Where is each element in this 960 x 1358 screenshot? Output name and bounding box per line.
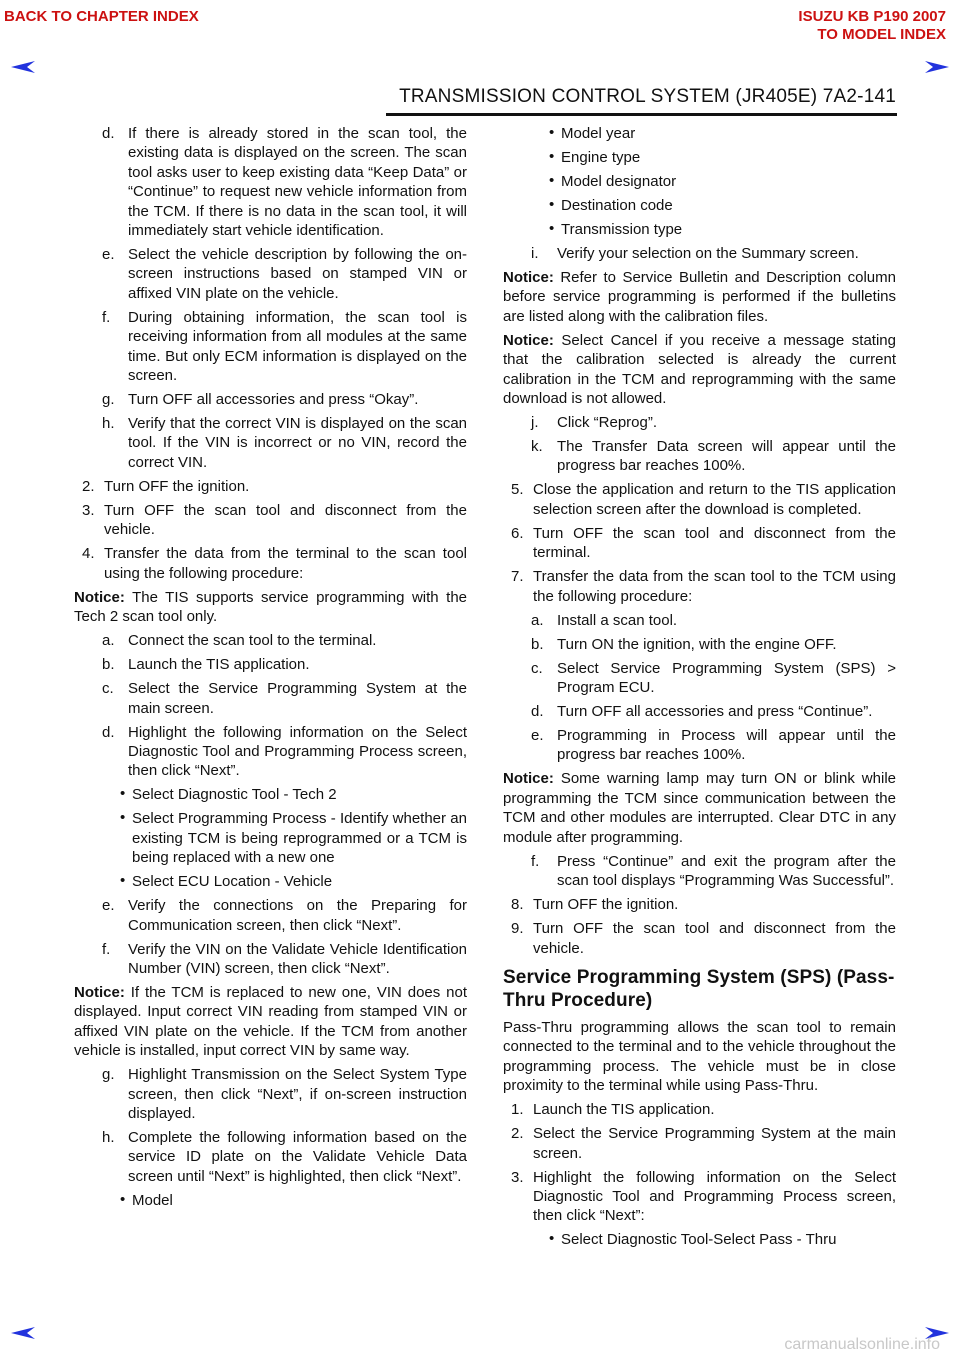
substep-g-highlight-transmission: g. Highlight Transmission on the Select System Type screen, then click “Next”, if on-screen instruction displayed. [102, 1066, 467, 1122]
step-8-ignition-off: 8. Turn OFF the ignition. [511, 896, 679, 914]
bullet-transmission-type: • Transmission type [549, 220, 683, 238]
substep-d-highlight-info: d. Highlight the following information on the Select Diagnostic Tool and Programming Process screen, then click “Next”. [102, 723, 467, 780]
step-9-disconnect-vehicle: 9. Turn OFF the scan tool and disconnect from the vehicle. [511, 920, 896, 957]
substep-e-verify-connections: e. Verify the connections on the Preparing for Communication screen, then click “Next”. [102, 897, 467, 934]
substep-b-launch-tis: b. Launch the TIS application. [102, 656, 310, 674]
notice-select-cancel: Notice: Select Cancel if you receive a message stating that the calibration selected is already the current calibration in the TCM and reprogramming with the same download is not allowed. [503, 331, 896, 408]
watermark: carmanualsonline.info [784, 1336, 940, 1353]
substep-h-complete-information: h. Complete the following information based on the service ID plate on the Validate Vehicle Data screen until “Next” is highlighted, then click “Next”. [102, 1128, 467, 1185]
header-rule [386, 113, 897, 116]
substep-c-program-ecu: c. Select Service Programming System (SPS) > Program ECU. [531, 659, 896, 697]
notice-tcm-replaced: Notice: If the TCM is replaced to new one, VIN does not displayed. Input correct VIN reading from stamped VIN or affixed VIN plate on the vehicle. If the TCM from another vehicle is installed, input correct VIN by same way. [74, 983, 467, 1060]
bullet-model-designator: • Model designator [549, 172, 677, 190]
notice-tech2-only: Notice: The TIS supports service programming with the Tech 2 scan tool only. [74, 588, 467, 626]
pass-thru-intro: Pass-Thru programming allows the scan tool to remain connected to the terminal and to the vehicle throughout the programming process. The vehicle must be in close proximity to the terminal while using Pass-Thru. [503, 1018, 896, 1095]
substep-a-connect-scan-tool: a. Connect the scan tool to the terminal. [102, 632, 377, 650]
bullet-model-year: • Model year [549, 124, 636, 142]
step-5-close-application: 5. Close the application and return to the TIS application selection screen after the download is completed. [511, 481, 896, 518]
model-index-label: TO MODEL INDEX [817, 26, 946, 43]
step-3-disconnect-scan-tool: 3. Turn OFF the scan tool and disconnect from the vehicle. [82, 501, 467, 539]
bullet-select-pass-thru: • Select Diagnostic Tool-Select Pass - Thru [549, 1230, 837, 1249]
previous-page-arrow-bottom-icon[interactable] [10, 1326, 36, 1340]
substep-e-programming-in-process: e. Programming in Process will appear until the progress bar reaches 100%. [531, 727, 896, 764]
next-page-arrow-icon[interactable] [924, 60, 950, 74]
substep-a-install-scan-tool: a. Install a scan tool. [531, 611, 678, 629]
substep-j-click-reprog: j. Click “Reprog”. [531, 414, 658, 432]
pass-thru-step-2: 2. Select the Service Programming System at the main screen. [511, 1125, 896, 1162]
pass-thru-step-3: 3. Highlight the following information on the Select Diagnostic Tool and Programming Process screen, then click “Next”: [511, 1168, 896, 1225]
substep-b-ignition-on: b. Turn ON the ignition, with the engine OFF. [531, 635, 837, 653]
step-2-ignition-off: 2. Turn OFF the ignition. [82, 477, 250, 495]
substep-k-transfer-data: k. The Transfer Data screen will appear until the progress bar reaches 100%. [531, 438, 896, 475]
bullet-model: • Model [120, 1190, 173, 1209]
step-4h-verify-vin: h. Verify that the correct VIN is displayed on the scan tool. If the VIN is incorrect or no VIN, record the correct VIN. [102, 415, 467, 471]
model-title: ISUZU KB P190 2007 [798, 8, 946, 25]
substep-f-verify-vin: f. Verify the VIN on the Validate Vehicle Identification Number (VIN) screen, then click “Next”. [102, 940, 467, 977]
back-to-chapter-index-link[interactable]: BACK TO CHAPTER INDEX [4, 8, 199, 25]
bullet-destination-code: • Destination code [549, 196, 673, 214]
step-4g-accessories-off: g. Turn OFF all accessories and press “Okay”. [102, 391, 419, 409]
step-4f-obtaining-information: f. During obtaining information, the scan tool is receiving information from all modules at the same time. But only ECM information is displayed on the screen. [102, 308, 467, 385]
previous-page-arrow-icon[interactable] [10, 60, 36, 74]
bullet-diagnostic-tool: • Select Diagnostic Tool - Tech 2 [120, 785, 337, 804]
notice-service-bulletin: Notice: Refer to Service Bulletin and Description column before service programming is performed if the bulletins are listed along with the calibration files. [503, 269, 896, 325]
pass-thru-step-1: 1. Launch the TIS application. [511, 1101, 715, 1119]
step-4d-existing-data: d. If there is already stored in the scan tool, the existing data is displayed on the screen. The scan tool asks user to keep existing data “Keep Data” or “Continue” to request new vehicle information from the TCM. If there is no data in the scan tool, it will immediately start vehicle identification. [102, 125, 467, 240]
left-column [74, 124, 467, 1210]
substep-c-select-sps: c. Select the Service Programming System at the main screen. [102, 680, 467, 717]
step-4-transfer-data: 4. Transfer the data from the terminal to the scan tool using the following procedure: [82, 545, 467, 582]
step-7-transfer-to-tcm: 7. Transfer the data from the scan tool to the TCM using the following procedure: [511, 568, 896, 605]
page-header-title: TRANSMISSION CONTROL SYSTEM (JR405E) 7A2-141 [399, 86, 896, 107]
right-column [503, 124, 896, 1250]
to-model-index-link[interactable] [798, 8, 946, 44]
bullet-programming-process: • Select Programming Process - Identify whether an existing TCM is being reprogrammed or a TCM is being replaced with a new one [120, 809, 467, 867]
substep-f-press-continue: f. Press “Continue” and exit the program after the scan tool displays “Programming Was Successful”. [531, 852, 896, 890]
substep-d-accessories-off: d. Turn OFF all accessories and press “Continue”. [531, 703, 873, 721]
notice-warning-lamp: Notice: Some warning lamp may turn ON or blink while programming the TCM since communication between the TCM and other modules are interrupted. Clear DTC in any module after programming. [503, 770, 896, 846]
step-6-disconnect-terminal: 6. Turn OFF the scan tool and disconnect from the terminal. [511, 524, 896, 562]
step-4e-vehicle-description: e. Select the vehicle description by following the on-screen instructions based on stamped VIN or affixed VIN plate on the vehicle. [102, 246, 467, 302]
substep-i-verify-summary: i. Verify your selection on the Summary screen. [531, 245, 859, 262]
section-heading-pass-thru: Service Programming System (SPS) (Pass-Thru Procedure) [503, 966, 895, 1011]
bullet-ecu-location: • Select ECU Location - Vehicle [120, 872, 333, 891]
bullet-engine-type: • Engine type [549, 148, 641, 166]
